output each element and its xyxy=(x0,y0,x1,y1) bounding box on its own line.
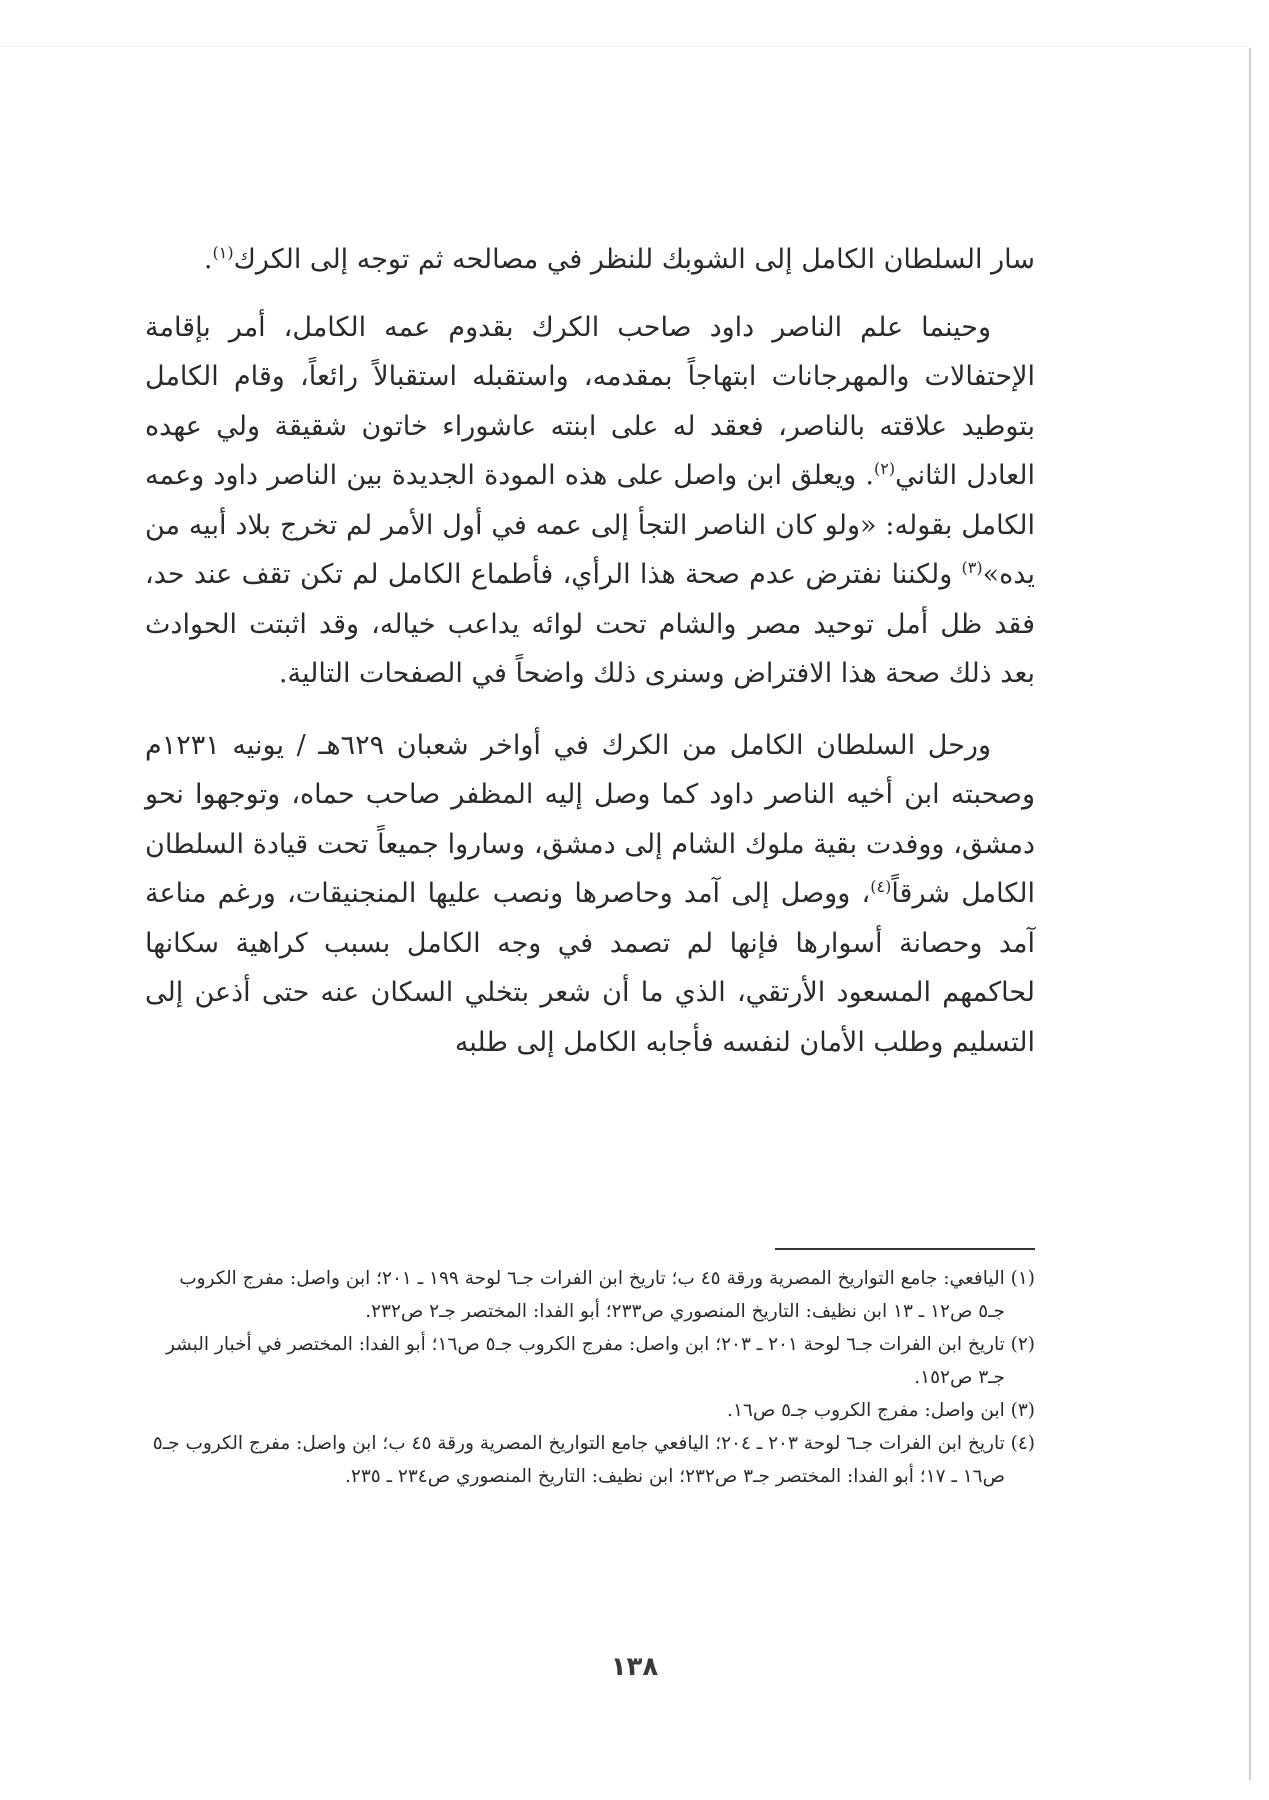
scan-top-edge xyxy=(0,46,1250,47)
footnote-ref-4[interactable]: (٤) xyxy=(870,877,892,896)
paragraph-text: وحينما علم الناصر داود صاحب الكرك بقدوم عمه الكامل، أمر بإقامة الإحتفالات والمهرجانات ابتهاجاً بمقدمه، واستقبله استقبالاً رائعاً، وقام الكامل بتوطيد علاقته بالناصر، فعقد له على ابنته عاشوراء خاتون شقيقة ولي عهده العادل الثاني xyxy=(145,311,1036,491)
paragraph-text: ورحل السلطان الكامل من الكرك في أواخر شعبان ٦٢٩هـ / يونيه ١٢٣١م وصحبته ابن أخيه الناصر داود كما وصل إليه المظفر صاحب حماه، وتوجهوا نحو دمشق، ووفدت بقية ملوك الشام إلى دمشق، وساروا جميعاً تحت قيادة السلطان الكامل شرقاً xyxy=(145,729,1035,909)
footnote-separator xyxy=(775,1248,1035,1250)
paragraph-text: ولكننا نفترض عدم صحة هذا الرأي، فأطماع الكامل لم تكن تقف عند حد، فقد ظل أمل توحيد مصر والشام تحت لوائه يداعب خياله، وقد اثبتت الحوادث بعد ذلك صحة هذا الافتراض وسنرى ذلك واضحاً في الصفحات التالية. xyxy=(145,559,1035,689)
paragraph-1 xyxy=(145,235,1035,285)
footnote-ref-1[interactable]: (١) xyxy=(212,243,234,262)
paragraph-3 xyxy=(145,721,1035,1068)
footnote-ref-3[interactable]: (٣) xyxy=(961,558,983,577)
paragraph-text: . ويعلق ابن واصل على هذه المودة الجديدة بين الناصر داود وعمه الكامل بقوله: «ولو كان الناصر التجأ إلى عمه في أول الأمر لم تخرج بلاد أبيه من يده» xyxy=(145,460,1035,590)
main-text xyxy=(145,235,1035,1067)
paragraph-2 xyxy=(145,303,1035,699)
footnote-ref-2[interactable]: (٢) xyxy=(873,459,896,478)
paragraph-text: ، ووصل إلى آمد وحاصرها ونصب عليها المنجنيقات، ورغم مناعة آمد وحصانة أسوارها فإنها لم تصمد في وجه الكامل بسبب كراهية سكانها لحاكمهم المسعود الأرتقي، الذي ما أن شعر بتخلي السكان عنه حتى أذعن إلى التسليم وطلب الأمان لنفسه فأجابه الكامل إلى طلبه xyxy=(145,878,1035,1058)
scan-page-edge xyxy=(1249,48,1251,1780)
footnote-1: (١) اليافعي: جامع التواريخ المصرية ورقة ٤٥ ب؛ تاريخ ابن الفرات جـ٦ لوحة ١٩٩ ـ ٢٠١؛ ابن واصل: مفرج الكروب جـ٥ ص١٢ ـ ١٣ ابن نظيف: التاريخ المنصوري ص٢٣٣؛ أبو الفدا: المختصر جـ٢ ص٢٣٢. xyxy=(179,1268,1035,1322)
footnote-4: (٤) تاريخ ابن الفرات جـ٦ لوحة ٢٠٣ ـ ٢٠٤؛ اليافعي جامع التواريخ المصرية ورقة ٤٥ ب؛ ابن واصل: مفرج الكروب جـ٥ ص١٦ ـ ١٧؛ أبو الفدا: المختصر جـ٣ ص٢٣٢؛ ابن نظيف: التاريخ المنصوري ص٢٣٤ ـ ٢٣٥. xyxy=(152,1433,1035,1487)
footnotes xyxy=(150,1262,1035,1493)
page-number: ١٣٨ xyxy=(610,1652,659,1682)
footnote-2: (٢) تاريخ ابن الفرات جـ٦ لوحة ٢٠١ ـ ٢٠٣؛ ابن واصل: مفرج الكروب جـ٥ ص١٦؛ أبو الفدا: المختصر في أخبار البشر جـ٣ ص١٥٢. xyxy=(165,1334,1035,1388)
paragraph-text: سار السلطان الكامل إلى الشوبك للنظر في مصالحه ثم توجه إلى الكرك xyxy=(233,244,1035,275)
footnote-3: (٣) ابن واصل: مفرج الكروب جـ٥ ص١٦. xyxy=(727,1400,1035,1421)
paragraph-text: . xyxy=(203,244,213,275)
